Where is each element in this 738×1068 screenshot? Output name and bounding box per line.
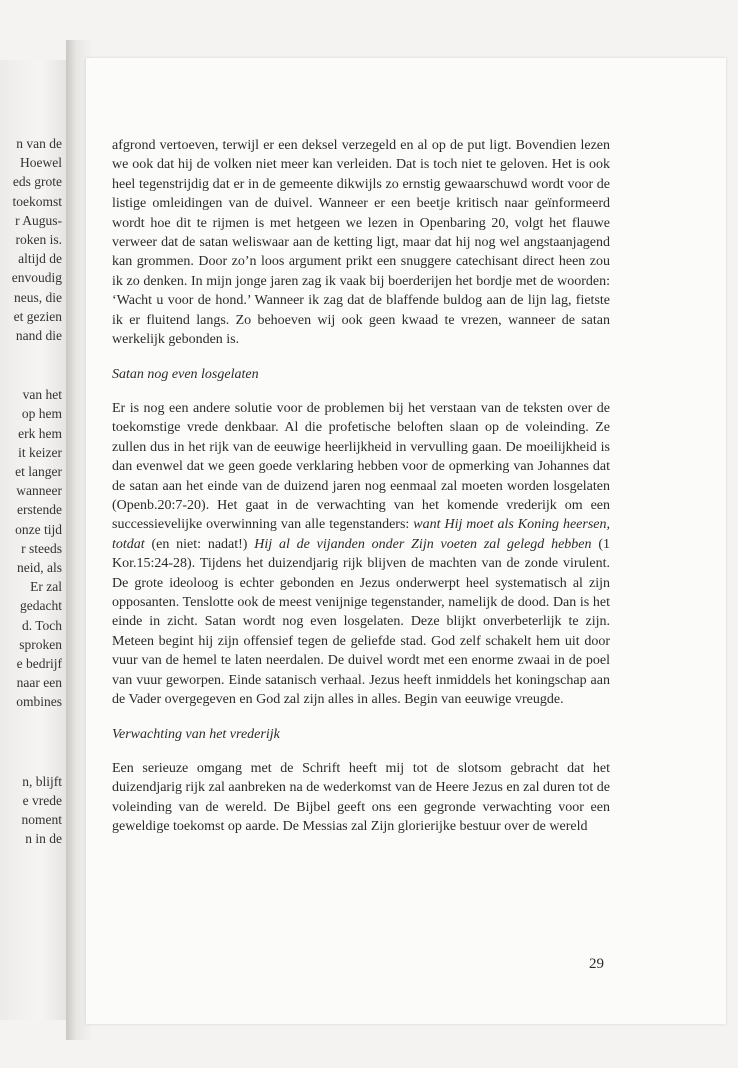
left-page-line: d. Toch xyxy=(21,617,62,633)
paragraph-2-text-1: Er is nog een andere solutie voor de problemen bij het verstaan van de teksten over de toekomstige vrede denkbaar. Al die profetische beloften slaan op de voleinding. Ze zullen dus in het rijk van de eeuwige heerlijkheid in vervulling gaan. De moeilijkheid is dan evenwel dat we geen goede verklaring hebben voor de opmerking van Johannes dat de satan aan het einde van de duizend jaren nog eenmaal zal moeten worden losgelaten (Openb.20:7-20). Het gaat in de verwachting van het komende vrederijk om een successievelijke overwinning van alle tegenstanders: xyxy=(112,400,610,533)
left-page-line: neus, die xyxy=(14,289,62,305)
left-page-line: n van de xyxy=(16,136,62,151)
right-page xyxy=(86,58,726,1024)
left-page-line: ombines xyxy=(16,694,62,710)
left-page-line: nand die xyxy=(15,328,62,344)
left-page-line: n, blijft xyxy=(22,773,62,789)
paragraph-2-text-3: (1 Kor.15:24-28). Tijdens het duizendjarig rijk blijven de machten van de zonde virulent. De grote ideoloog is echter gebonden en Jezus onderwerpt heel systematisch al zijn opposanten. Tenslotte ook de meest venijnige tegenstander, namelijk de dood. Dan is het einde in zicht. Satan wordt nog even losgelaten. Deze blijkt onverbeterlijk te zijn. Meteen begint hij zijn offensief tegen de geliefde stad. God zelf schakelt hem uit door vuur van de hemel te laten neerdalen. De duivel wordt met een enorme zwaai in de poel van vuur geworpen. Einde satanisch verhaal. Jezus heeft inmiddels het koningschap aan de Vader overgegeven en God zal zijn alles in alles. Begin van eeuwige vreugde. xyxy=(112,536,610,707)
left-page-line: Hoewel xyxy=(20,155,62,171)
left-page-line: neid, als xyxy=(17,560,62,576)
page-number: 29 xyxy=(589,956,604,972)
left-page-line: wanneer xyxy=(16,483,62,499)
paragraph-3: Een serieuze omgang met de Schrift heeft mij tot de slotsom gebracht dat het duizendjarig rijk zal aanbreken na de wederkomst van de Heere Jezus en zal duren tot de voleinding van de wereld. De Bijbel geeft ons een gegronde verwachting voor een geweldige toekomst op aarde. De Messias zal Zijn glorierijke bestuur over de wereld xyxy=(112,760,610,834)
left-page-line: op hem xyxy=(21,406,62,422)
left-page-line: e vrede xyxy=(22,792,62,808)
left-page-line: noment xyxy=(21,812,62,828)
section-heading-2: Verwachting van het vrederijk xyxy=(112,727,280,743)
left-page-line: Er zal xyxy=(30,579,62,595)
left-page-line: altijd de xyxy=(18,251,62,267)
left-page-line: erstende xyxy=(17,502,62,518)
left-top-block xyxy=(12,134,62,345)
left-page-line: et langer xyxy=(15,464,62,480)
left-page-line: it keizer xyxy=(18,444,62,460)
page-content xyxy=(112,136,610,836)
left-page-line: envoudig xyxy=(11,270,62,286)
section-heading-1: Satan nog even losgelaten xyxy=(112,367,259,383)
left-page-line: onze tijd xyxy=(15,521,62,537)
paragraph-2-italic-1: want Hij moet als Koning heersen, totdat xyxy=(112,517,610,552)
left-page-line: r steeds xyxy=(21,540,62,556)
left-page-line: van het xyxy=(22,387,62,403)
left-page-line: gedacht xyxy=(20,598,62,614)
left-page-line: e bedrijf xyxy=(16,656,62,672)
left-middle-block xyxy=(12,385,62,711)
left-page-line: et gezien xyxy=(13,308,62,324)
left-page-line: eds grote xyxy=(12,174,62,190)
left-page-line: naar een xyxy=(16,675,62,691)
left-page-line: toekomst xyxy=(12,193,62,209)
left-page-line: erk hem xyxy=(18,425,62,441)
left-page-line: roken is. xyxy=(15,232,62,248)
left-page-line: r Augus- xyxy=(15,212,62,228)
left-page-line: n in de xyxy=(25,831,62,847)
left-bottom-block xyxy=(12,772,62,849)
left-page-text xyxy=(12,134,62,849)
left-page-edge xyxy=(0,60,68,1020)
paragraph-2 xyxy=(112,399,610,710)
paragraph-2-italic-2: Hij al de vijanden onder Zijn voeten zal gelegd hebben xyxy=(254,536,592,552)
paragraph-2-text-2: (en niet: nadat!) xyxy=(144,536,255,552)
paragraph-1: afgrond vertoeven, terwijl er een deksel verzegeld en al op de put ligt. Bovendien lezen we ook dat hij de volken niet meer kan verleiden. Dat is toch niet te geloven. Het is ook heel tegenstrijdig dat er in de gemeente dikwijls zo ernstig gewaarschuwd wordt voor de listige omleidingen van de duivel. Wanneer er een beetje kritisch naar geïnformeerd wordt hoe dit te rijmen is met hetgeen we lezen in Openbaring 20, volgt het flauwe verweer dat de satan weliswaar aan de ketting ligt, maar dat hij nog wel angstaanjagend kan grommen. Door zo’n loos argument prikt een snuggere catechisant direct heen zou ik zo denken. In mijn jonge jaren zag ik vaak bij boerderijen het bordje met de woorden: ‘Wacht u voor de hond.’ Wanneer ik zag dat de blaffende buldog aan de lijn lag, fietste ik er fluitend langs. Zo behoeven wij ook geen kwaad te vrezen, wanneer de satan werkelijk gebonden is. xyxy=(112,138,610,348)
left-page-line: sproken xyxy=(19,636,62,652)
